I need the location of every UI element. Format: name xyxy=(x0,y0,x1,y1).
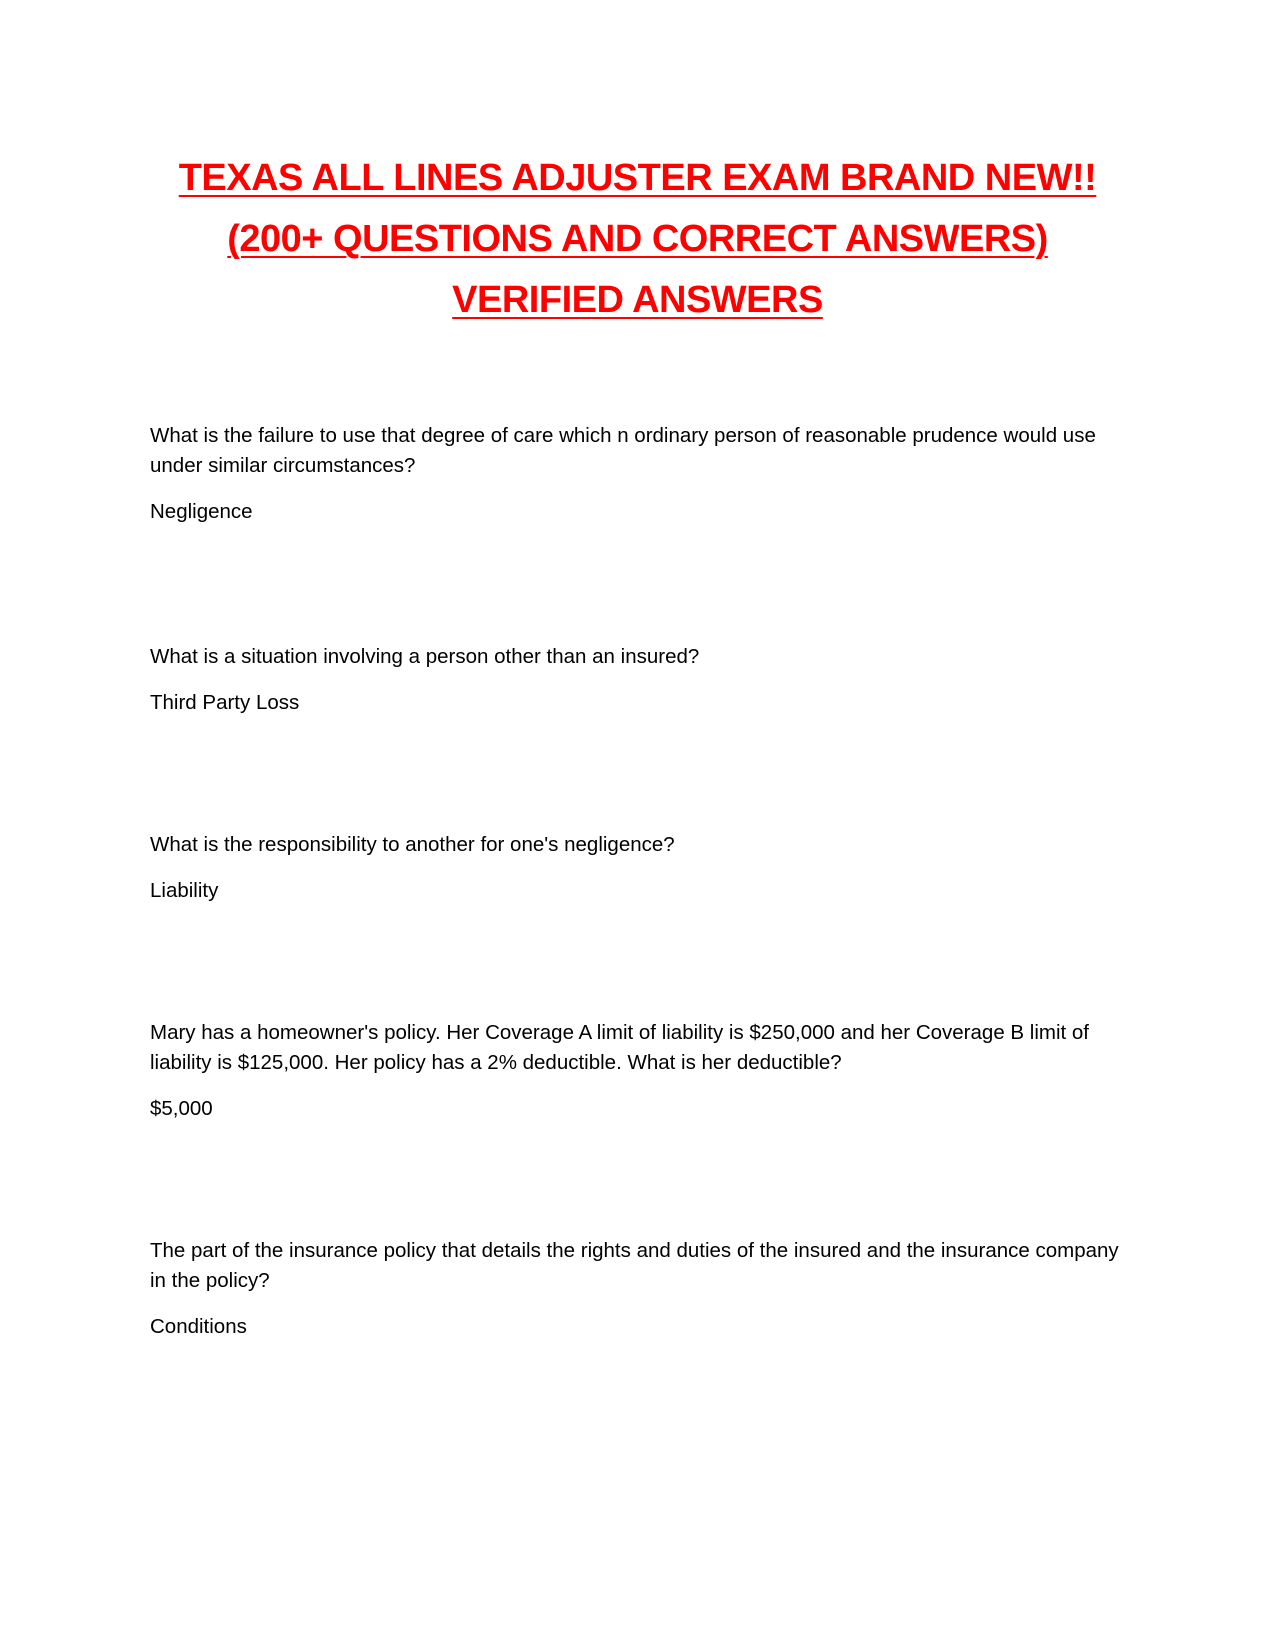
qa-item-1 xyxy=(150,421,1140,527)
qa-item-5 xyxy=(150,1236,1140,1342)
question-text: Mary has a homeowner's policy. Her Coverage A limit of liability is $250,000 and her Coverage B limit of liability is $125,000. Her policy has a 2% deductible. What is her deductible? xyxy=(150,1021,1090,1074)
answer-text: Third Party Loss xyxy=(150,691,300,714)
question-text: The part of the insurance policy that details the rights and duties of the insured and the insurance company in the policy? xyxy=(150,1239,1119,1292)
qa-item-2 xyxy=(150,642,1140,718)
question-text: What is the failure to use that degree of care which n ordinary person of reasonable prudence would use under similar circumstances? xyxy=(150,424,1096,477)
question-text: What is a situation involving a person other than an insured? xyxy=(150,645,700,668)
answer-text: Conditions xyxy=(150,1315,247,1338)
qa-item-3 xyxy=(150,830,1140,906)
answer-text: $5,000 xyxy=(150,1097,213,1120)
title-line-2: (200+ QUESTIONS AND CORRECT ANSWERS) xyxy=(227,218,1048,260)
answer-text: Negligence xyxy=(150,500,253,523)
document-title xyxy=(130,148,1145,331)
title-line-1: TEXAS ALL LINES ADJUSTER EXAM BRAND NEW!! xyxy=(178,157,1097,199)
title-line-3: VERIFIED ANSWERS xyxy=(452,279,823,321)
answer-text: Liability xyxy=(150,879,219,902)
question-text: What is the responsibility to another for one's negligence? xyxy=(150,833,675,856)
qa-item-4 xyxy=(150,1018,1140,1124)
